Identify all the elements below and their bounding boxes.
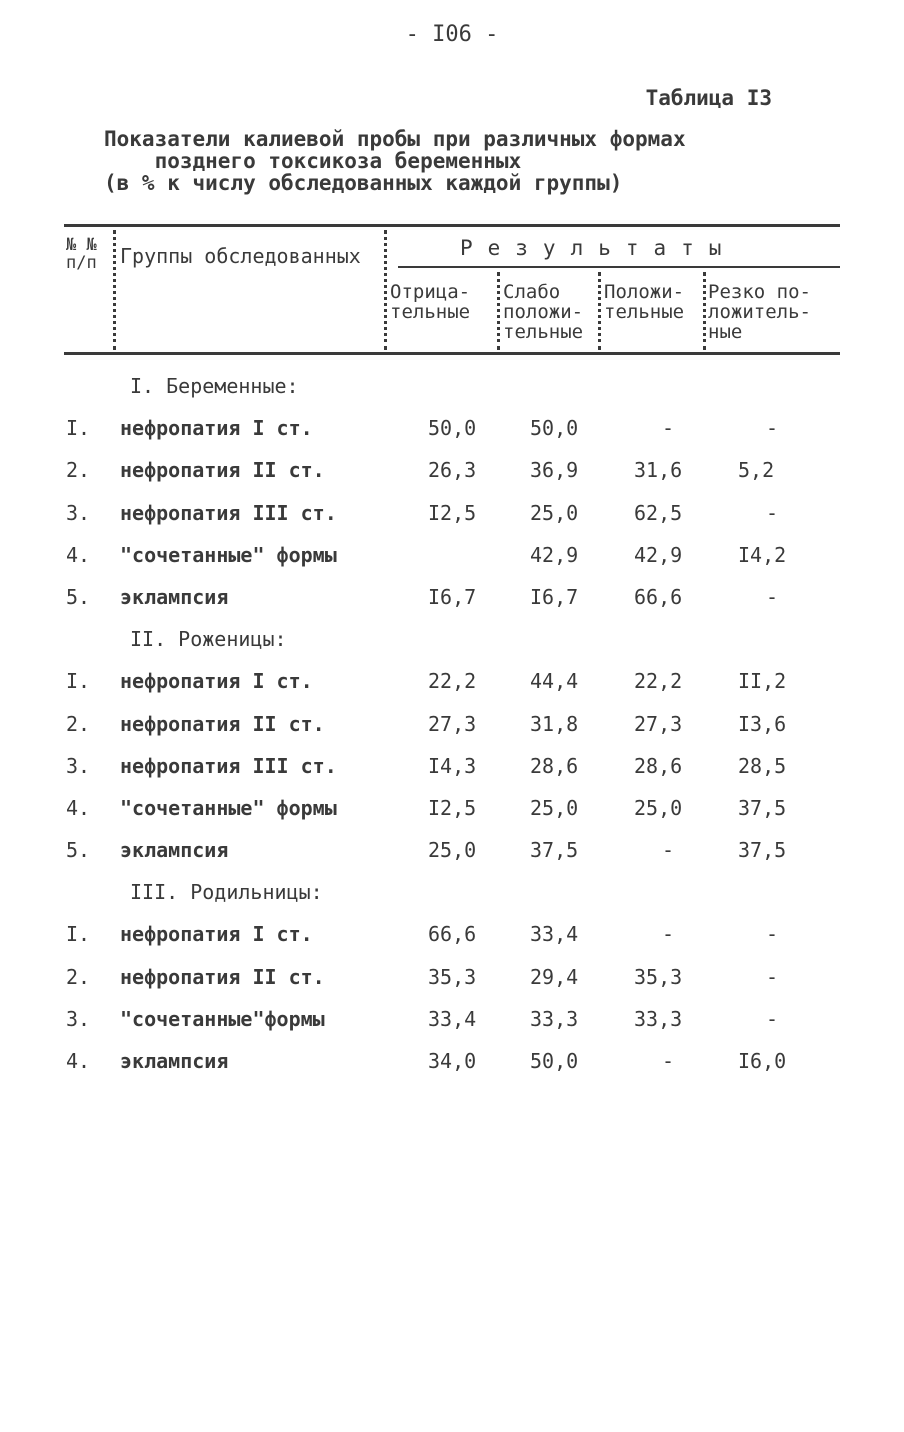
value-weak-positive: 29,4 — [530, 964, 579, 989]
table-row — [0, 452, 904, 494]
value-negative: 26,3 — [428, 458, 477, 483]
header-subcol-strong-positive: Резко по- ложитель- ные — [708, 281, 811, 343]
section-label: II. Роженицы: — [130, 627, 287, 652]
value-strong-positive: - — [766, 584, 779, 609]
value-strong-positive: - — [766, 416, 779, 441]
header-bottom-rule — [64, 352, 840, 355]
value-negative: I2,5 — [428, 795, 477, 820]
value-positive: - — [662, 838, 675, 863]
table-row — [0, 663, 904, 705]
section-row — [0, 874, 904, 916]
table-row — [0, 748, 904, 790]
value-strong-positive: 5,2 — [738, 458, 775, 483]
row-group-name: нефропатия III ст. — [120, 753, 337, 778]
value-negative: I2,5 — [428, 500, 477, 525]
caption-line: (в % к числу обследованных каждой группы) — [104, 171, 623, 195]
header-subcol-positive: Положи- тельные — [604, 281, 685, 323]
row-group-name: нефропатия II ст. — [120, 711, 325, 736]
row-group-name: эклампсия — [120, 1049, 229, 1073]
value-negative: 35,3 — [428, 964, 477, 989]
section-label: III. Родильницы: — [130, 880, 323, 905]
value-strong-positive: - — [766, 922, 779, 947]
value-positive: 27,3 — [634, 711, 683, 736]
caption-line: Показатели калиевой пробы при различных формах — [104, 127, 686, 151]
value-strong-positive: I3,6 — [738, 711, 787, 736]
value-positive: 25,0 — [634, 795, 683, 820]
row-group-name: "сочетанные" формы — [120, 542, 337, 567]
row-number: 5. — [66, 584, 91, 609]
value-negative: 66,6 — [428, 922, 477, 947]
value-strong-positive: II,2 — [738, 669, 787, 694]
row-number: 4. — [66, 1049, 91, 1073]
value-negative: 25,0 — [428, 838, 477, 863]
value-negative: 50,0 — [428, 416, 477, 441]
value-positive: 35,3 — [634, 964, 683, 989]
row-number: 3. — [66, 500, 91, 525]
table-row — [0, 495, 904, 537]
page-number: - I06 - — [405, 22, 499, 47]
table-row — [0, 1001, 904, 1043]
row-group-name: эклампсия — [120, 838, 229, 863]
row-group-name: нефропатия II ст. — [120, 458, 325, 483]
value-positive: - — [662, 1049, 675, 1073]
header-num-col: № № п/п — [66, 235, 97, 273]
value-weak-positive: 50,0 — [530, 416, 579, 441]
value-weak-positive: I6,7 — [530, 584, 579, 609]
row-group-name: нефропатия II ст. — [120, 964, 325, 989]
value-weak-positive: 37,5 — [530, 838, 579, 863]
value-positive: 22,2 — [634, 669, 683, 694]
row-group-name: нефропатия I ст. — [120, 669, 313, 694]
results-rule — [398, 266, 840, 268]
table-body — [0, 368, 904, 1085]
value-positive: 33,3 — [634, 1006, 683, 1031]
row-group-name: "сочетанные" формы — [120, 795, 337, 820]
value-weak-positive: 33,3 — [530, 1006, 579, 1031]
value-weak-positive: 31,8 — [530, 711, 579, 736]
row-group-name: нефропатия I ст. — [120, 416, 313, 441]
row-group-name: эклампсия — [120, 584, 229, 609]
value-strong-positive: - — [766, 500, 779, 525]
value-positive: 66,6 — [634, 584, 683, 609]
row-number: 3. — [66, 1006, 91, 1031]
value-weak-positive: 44,4 — [530, 669, 579, 694]
value-positive: - — [662, 922, 675, 947]
column-separator — [598, 272, 601, 350]
table-row — [0, 706, 904, 748]
row-number: 2. — [66, 458, 91, 483]
table-row — [0, 537, 904, 579]
table-caption — [104, 128, 686, 194]
table-row — [0, 916, 904, 958]
value-negative: 33,4 — [428, 1006, 477, 1031]
value-negative: I6,7 — [428, 584, 477, 609]
row-number: 4. — [66, 795, 91, 820]
table-row — [0, 1043, 904, 1085]
table-row — [0, 579, 904, 621]
header-subcol-weak-positive: Слабо положи- тельные — [503, 281, 584, 343]
value-weak-positive: 25,0 — [530, 795, 579, 820]
row-group-name: нефропатия I ст. — [120, 922, 313, 947]
table-row — [0, 410, 904, 452]
row-number: 2. — [66, 964, 91, 989]
value-positive: 42,9 — [634, 542, 683, 567]
row-number: 3. — [66, 753, 91, 778]
table-row — [0, 790, 904, 832]
value-negative: 27,3 — [428, 711, 477, 736]
row-number: 5. — [66, 838, 91, 863]
value-positive: 62,5 — [634, 500, 683, 525]
header-subcol-negative: Отрица- тельные — [390, 281, 471, 323]
value-weak-positive: 28,6 — [530, 753, 579, 778]
value-weak-positive: 33,4 — [530, 922, 579, 947]
section-row — [0, 621, 904, 663]
row-group-name: нефропатия III ст. — [120, 500, 337, 525]
value-weak-positive: 42,9 — [530, 542, 579, 567]
value-strong-positive: - — [766, 1006, 779, 1031]
header-group-col: Группы обследованных — [120, 244, 361, 268]
value-strong-positive: 37,5 — [738, 795, 787, 820]
column-separator — [703, 272, 706, 350]
value-weak-positive: 50,0 — [530, 1049, 579, 1073]
header-results: Результаты — [460, 236, 737, 260]
column-separator — [497, 272, 500, 350]
value-positive: 31,6 — [634, 458, 683, 483]
table-label: Таблица I3 — [645, 86, 772, 110]
row-number: I. — [66, 922, 91, 947]
table-row — [0, 959, 904, 1001]
value-positive: - — [662, 416, 675, 441]
value-weak-positive: 25,0 — [530, 500, 579, 525]
table-row — [0, 832, 904, 874]
value-negative: I4,3 — [428, 753, 477, 778]
value-negative: 22,2 — [428, 669, 477, 694]
section-row — [0, 368, 904, 410]
value-negative: 34,0 — [428, 1049, 477, 1073]
value-weak-positive: 36,9 — [530, 458, 579, 483]
row-number: 2. — [66, 711, 91, 736]
section-label: I. Беременные: — [130, 374, 299, 398]
caption-line: позднего токсикоза беременных — [104, 149, 522, 173]
value-strong-positive: 37,5 — [738, 838, 787, 863]
value-strong-positive: I6,0 — [738, 1049, 787, 1073]
column-separator — [384, 230, 387, 350]
value-strong-positive: I4,2 — [738, 542, 787, 567]
value-strong-positive: - — [766, 964, 779, 989]
value-positive: 28,6 — [634, 753, 683, 778]
row-number: I. — [66, 416, 91, 441]
row-number: I. — [66, 669, 91, 694]
row-number: 4. — [66, 542, 91, 567]
value-strong-positive: 28,5 — [738, 753, 787, 778]
top-rule — [64, 224, 840, 227]
row-group-name: "сочетанные"формы — [120, 1006, 325, 1031]
column-separator — [113, 230, 116, 350]
